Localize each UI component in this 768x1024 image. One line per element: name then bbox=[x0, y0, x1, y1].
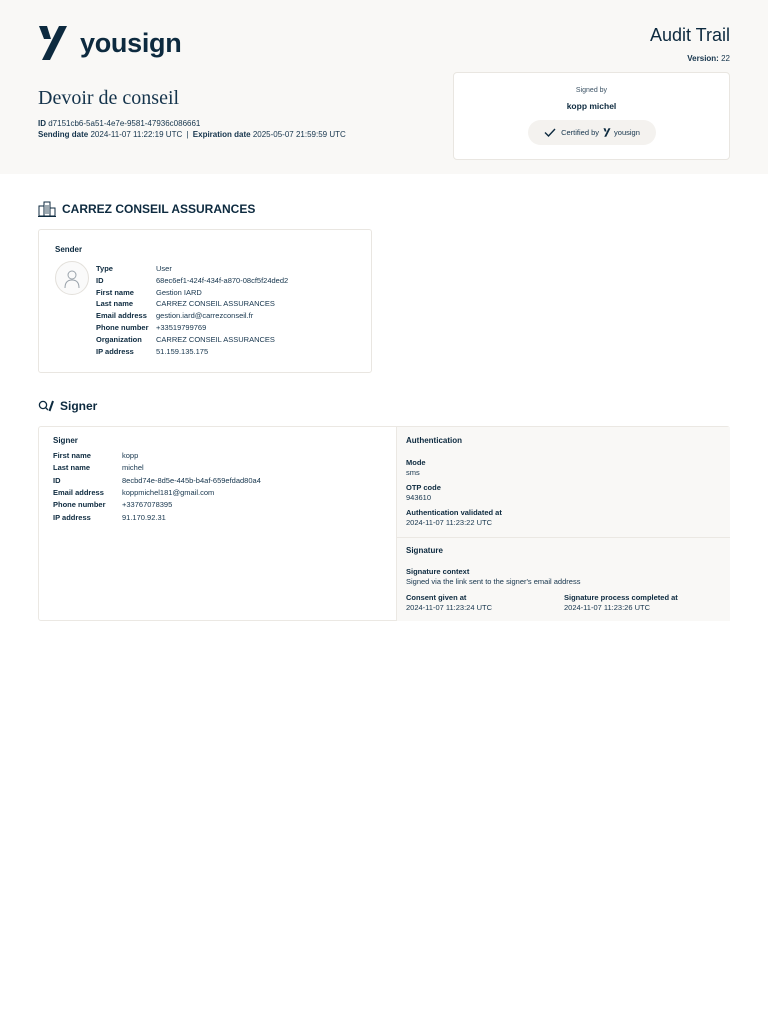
auth-mode-value: sms bbox=[406, 468, 420, 477]
field-row bbox=[96, 275, 356, 287]
consent-label: Consent given at bbox=[406, 593, 467, 602]
signed-by-card bbox=[453, 72, 730, 160]
field-label: Phone number bbox=[96, 323, 149, 332]
yousign-logo-icon bbox=[38, 25, 68, 61]
auth-mode-label: Mode bbox=[406, 458, 426, 467]
field-row bbox=[53, 450, 313, 462]
yousign-logo bbox=[38, 25, 181, 61]
field-value: 91.170.92.31 bbox=[122, 512, 166, 522]
certifier-name: yousign bbox=[614, 128, 640, 137]
field-value: 8ecbd74e-8d5e-445b-b4af-659efdad80a4 bbox=[122, 475, 261, 485]
field-row bbox=[53, 499, 313, 511]
field-value: CARREZ CONSEIL ASSURANCES bbox=[156, 299, 275, 309]
expiration-date-value: 2025-05-07 21:59:59 UTC bbox=[252, 130, 346, 139]
field-label: Type bbox=[96, 264, 113, 273]
field-label: ID bbox=[96, 275, 104, 285]
field-value: Gestion IARD bbox=[156, 287, 202, 297]
otp-code-label: OTP code bbox=[406, 483, 441, 492]
yousign-small-logo-icon bbox=[603, 128, 611, 137]
authentication-heading: Authentication bbox=[406, 436, 462, 445]
field-value: 51.159.135.175 bbox=[156, 346, 209, 356]
field-row bbox=[53, 475, 313, 487]
signed-by-name: kopp michel bbox=[566, 101, 617, 111]
field-label: Last name bbox=[96, 299, 134, 309]
version-label: Version: bbox=[687, 54, 719, 63]
signature-panel bbox=[396, 537, 730, 621]
user-icon bbox=[55, 261, 89, 295]
document-id-line bbox=[38, 119, 200, 128]
document-title: Devoir de conseil bbox=[38, 87, 180, 109]
signer-section-label: Signer bbox=[60, 399, 98, 413]
sending-date-value: 2024-11-07 11:22:19 UTC bbox=[90, 130, 183, 139]
building-icon bbox=[38, 201, 56, 217]
check-icon bbox=[544, 128, 556, 137]
sending-date-label: Sending date bbox=[38, 130, 89, 139]
signed-by-label: Signed by bbox=[575, 87, 608, 94]
field-label: First name bbox=[96, 287, 134, 297]
consent-value: 2024-11-07 11:23:24 UTC bbox=[406, 603, 493, 612]
field-value: koppmichel181@gmail.com bbox=[122, 487, 215, 497]
sender-heading: Sender bbox=[55, 245, 83, 254]
auth-validated-value: 2024-11-07 11:23:22 UTC bbox=[406, 518, 493, 527]
signature-context-label: Signature context bbox=[406, 567, 470, 576]
field-value: michel bbox=[122, 463, 144, 473]
signer-icon bbox=[38, 400, 55, 412]
id-value: d7151cb6-5a51-4e7e-9581-47936c086661 bbox=[48, 119, 201, 128]
signer-heading: Signer bbox=[53, 436, 78, 445]
document-header bbox=[0, 0, 768, 174]
field-label: Email address bbox=[96, 311, 147, 321]
signer-details-card bbox=[38, 426, 730, 621]
field-label: Phone number bbox=[53, 500, 106, 510]
dates-line bbox=[38, 130, 346, 139]
version-value: 22 bbox=[721, 54, 730, 63]
field-row bbox=[96, 263, 356, 275]
field-label: First name bbox=[53, 451, 91, 460]
field-value: kopp bbox=[122, 451, 139, 460]
certified-badge bbox=[528, 120, 656, 145]
field-value: User bbox=[156, 264, 172, 273]
field-row bbox=[96, 287, 356, 299]
signer-section-title bbox=[38, 399, 97, 413]
field-row bbox=[96, 322, 356, 334]
field-label: IP address bbox=[53, 512, 91, 522]
certified-by-label: Certified by bbox=[561, 128, 600, 137]
avatar bbox=[55, 261, 89, 295]
field-row bbox=[96, 298, 356, 310]
field-label: Last name bbox=[53, 463, 91, 473]
auth-validated-label: Authentication validated at bbox=[406, 508, 502, 517]
expiration-date-label: Expiration date bbox=[192, 130, 251, 139]
field-value: gestion.iard@carrezconseil.fr bbox=[156, 311, 254, 321]
field-label: ID bbox=[53, 475, 61, 485]
separator: | bbox=[186, 130, 189, 139]
field-value: 68ec6ef1-424f-434f-a870-08cf5f24ded2 bbox=[156, 275, 289, 285]
logo-wordmark: yousign bbox=[80, 27, 182, 58]
field-row bbox=[96, 346, 356, 358]
field-row bbox=[53, 512, 313, 524]
field-value: CARREZ CONSEIL ASSURANCES bbox=[156, 334, 275, 344]
version-line bbox=[687, 54, 730, 63]
field-row bbox=[53, 462, 313, 474]
organization-name: CARREZ CONSEIL ASSURANCES bbox=[62, 202, 256, 216]
field-value: +33519799769 bbox=[156, 323, 207, 332]
field-row bbox=[96, 310, 356, 322]
process-completed-value: 2024-11-07 11:23:26 UTC bbox=[564, 603, 651, 612]
field-label: Email address bbox=[53, 487, 104, 497]
field-row bbox=[53, 487, 313, 499]
signature-context-value: Signed via the link sent to the signer's email address bbox=[406, 577, 581, 586]
authentication-panel bbox=[396, 427, 730, 537]
field-row bbox=[96, 334, 356, 346]
field-label: Organization bbox=[96, 334, 142, 344]
field-value: +33767078395 bbox=[122, 500, 173, 510]
process-completed-label: Signature process completed at bbox=[564, 593, 678, 602]
signature-heading: Signature bbox=[406, 546, 443, 555]
audit-trail-title: Audit Trail bbox=[649, 25, 730, 45]
field-label: IP address bbox=[96, 346, 134, 356]
otp-code-value: 943610 bbox=[406, 493, 432, 502]
sender-card bbox=[38, 229, 372, 373]
organization-section-title bbox=[38, 201, 255, 217]
id-label: ID bbox=[38, 119, 46, 128]
